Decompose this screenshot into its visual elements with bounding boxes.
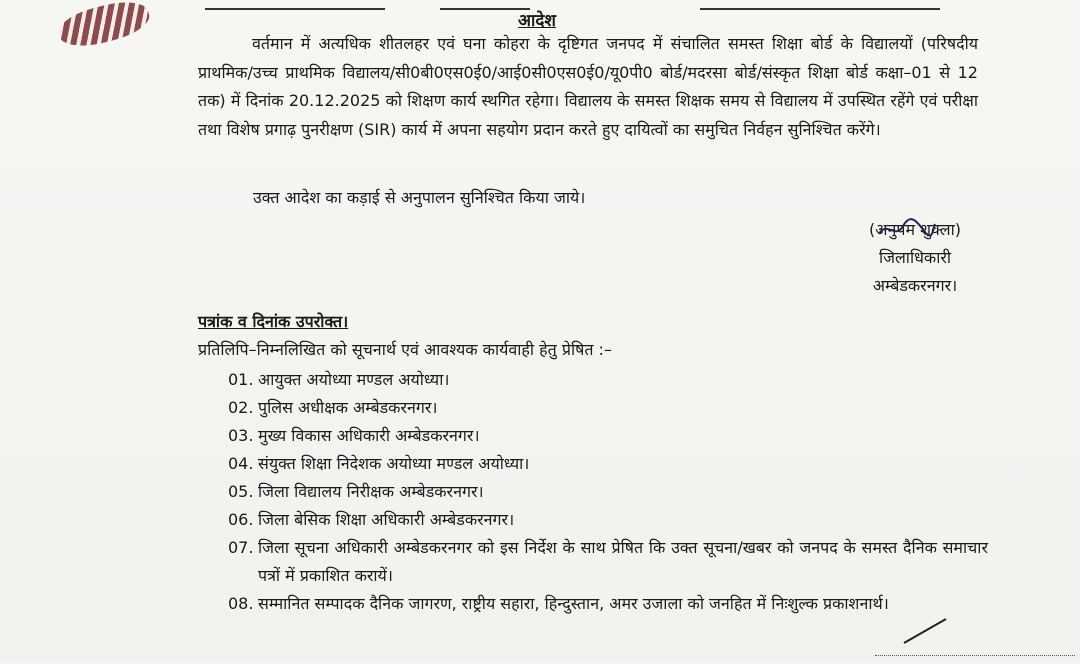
copy-intro: प्रतिलिपि–निम्नलिखित को सूचनार्थ एवं आवश्यक कार्यवाही हेतु प्रेषित :– (198, 340, 612, 359)
recipient-item: 08. सम्मानित सम्पादक दैनिक जागरण, राष्ट्रीय सहारा, हिन्दुस्तान, अमर उजाला को जनहित में निःशुल्क प्रकाशनार्थ। (228, 594, 889, 613)
signatory-name: (अनुपम शुक्ला) (869, 220, 961, 239)
compliance-line: उक्त आदेश का कड़ाई से अनुपालन सुनिश्चित किया जाये। (253, 188, 586, 207)
recipient-item: 03. मुख्य विकास अधिकारी अम्बेडकरनगर। (228, 426, 480, 445)
recipient-list (228, 366, 988, 618)
handwritten-signature (877, 218, 937, 240)
header-text-fragment (205, 0, 385, 10)
signatory-designation: जिलाधिकारी (878, 248, 952, 267)
order-body-text: वर्तमान में अत्यधिक शीतलहर एवं घना कोहरा के दृष्टिगत जनपद में संचालित समस्त शिक्षा बोर्ड के विद्यालयों (परिषदीय प्राथमिक/उच्च प्राथमिक विद्यालय/सी0बी0एस0ई0/आई0सी0एस0ई0/यू0पी0 बोर्ड/मदरसा बोर्ड/संस्कृत शिक्षा बोर्ड कक्षा–01 से 12 तक) में दिनांक 20.12.2025 को शिक्षण कार्य स्थगित रहेगा। विद्यालय के समस्त शिक्षक समय से विद्यालय में उपस्थित रहेंगे एवं परीक्षा तथा विशेष प्रगाढ़ पुनरीक्षण (SIR) कार्य में अपना सहयोग प्रदान करते हुए दायित्वों का समुचित निर्वहन सुनिश्चित करेंगे। (198, 34, 978, 139)
recipient-item: 05. जिला विद्यालय निरीक्षक अम्बेडकरनगर। (228, 482, 484, 501)
recipient-item: 02. पुलिस अधीक्षक अम्बेडकरनगर। (228, 398, 438, 417)
header-text-fragment (700, 0, 940, 10)
reference-title: पत्रांक व दिनांक उपरोक्त। (198, 312, 349, 331)
order-heading: आदेश (518, 11, 556, 31)
header-text-fragment (440, 0, 530, 10)
signatory-place: अम्बेडकरनगर। (872, 276, 958, 295)
recipient-item: 01. आयुक्त अयोध्या मण्डल अयोध्या। (228, 370, 450, 389)
recipient-item: 07. जिला सूचना अधिकारी अम्बेडकरनगर को इस निर्देश के साथ प्रेषित कि उक्त सूचना/खबर को जनपद के समस्त दैनिक समाचार पत्रों में प्रकाशित करायें। (228, 538, 988, 585)
recipient-item: 06. जिला बेसिक शिक्षा अधिकारी अम्बेडकरनगर। (228, 510, 515, 529)
order-body-paragraph (198, 30, 978, 144)
signature-block (855, 216, 975, 300)
stamp-seal (55, 0, 153, 53)
recipient-item: 04. संयुक्त शिक्षा निदेशक अयोध्या मण्डल अयोध्या। (228, 454, 530, 473)
pen-mark (900, 615, 950, 645)
